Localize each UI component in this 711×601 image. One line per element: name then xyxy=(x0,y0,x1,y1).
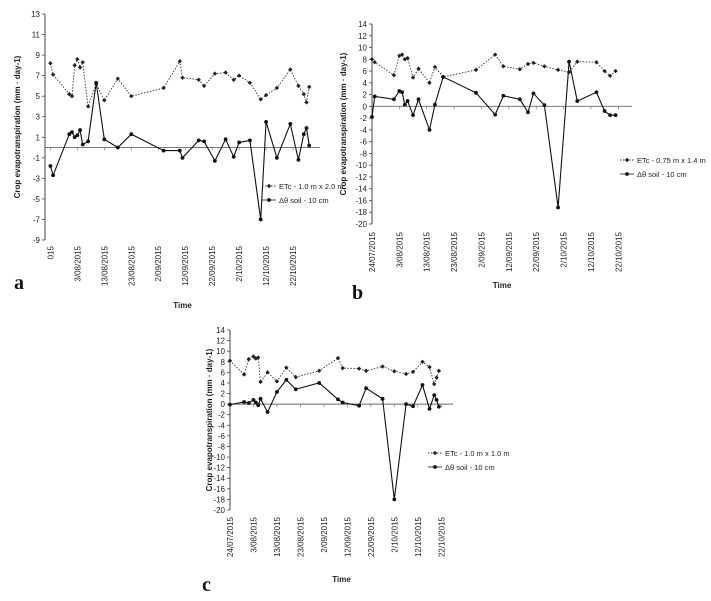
y-tick-label-b: 14 xyxy=(358,20,367,29)
y-tick-label-a: -9 xyxy=(32,236,40,245)
y-tick-label-b: 0 xyxy=(362,102,367,112)
y-axis-label-b: Crop evapotranspiration (mm · day-1) xyxy=(339,52,348,196)
series-line-c-0 xyxy=(230,357,439,385)
legend-label-c-0: ETc - 1.0 m x 1.0 m xyxy=(445,449,510,458)
data-point-b-1 xyxy=(575,99,579,103)
x-tick-label-a: 22/09/2015 xyxy=(208,246,218,287)
data-point-c-0 xyxy=(258,380,262,384)
data-point-b-0 xyxy=(526,62,530,66)
data-point-c-1 xyxy=(275,390,279,394)
y-tick-label-c: -16 xyxy=(213,484,225,494)
data-point-a-0 xyxy=(302,92,306,96)
y-tick-label-c: -10 xyxy=(213,453,225,463)
data-point-a-1 xyxy=(307,144,311,148)
x-tick-label-c: 12/10/2015 xyxy=(413,517,423,558)
legend-label-b-1: Δθ soil - 10 cm xyxy=(637,170,687,179)
data-point-c-1 xyxy=(357,404,361,408)
data-point-a-1 xyxy=(197,138,201,142)
chart-panel-c xyxy=(205,326,510,584)
data-point-b-1 xyxy=(532,92,536,96)
data-point-a-1 xyxy=(275,156,279,160)
data-point-b-1 xyxy=(493,113,497,117)
data-point-a-1 xyxy=(297,158,301,162)
data-point-a-1 xyxy=(288,122,292,126)
x-tick-label-b: 12/10/2015 xyxy=(586,232,596,273)
data-point-c-1 xyxy=(317,381,321,385)
x-tick-label-a: 12/10/2015 xyxy=(262,246,272,287)
y-tick-label-a: 11 xyxy=(31,30,40,40)
data-point-a-0 xyxy=(51,72,55,76)
x-tick-label-c: 2/09/2015 xyxy=(319,517,329,553)
y-tick-label-c: -14 xyxy=(213,474,225,484)
x-tick-label-b: 2/10/2015 xyxy=(559,232,569,268)
legend-label-a-0: ETc - 1.0 m x 2.0 m xyxy=(279,182,344,191)
data-point-a-0 xyxy=(178,59,182,63)
data-point-b-1 xyxy=(441,75,445,79)
data-point-a-1 xyxy=(78,128,82,132)
data-point-a-0 xyxy=(180,75,184,79)
data-point-a-1 xyxy=(213,159,217,163)
y-tick-label-b: -12 xyxy=(355,172,367,182)
data-point-a-0 xyxy=(48,61,52,65)
y-tick-label-c: -6 xyxy=(217,431,225,441)
data-point-a-1 xyxy=(224,137,228,141)
panel-label-c: c xyxy=(202,574,211,596)
y-tick-label-a: 3 xyxy=(35,112,40,122)
x-tick-label-a: 13/08/2015 xyxy=(100,246,110,287)
y-tick-label-a: 5 xyxy=(35,92,40,102)
data-point-c-1 xyxy=(242,400,246,404)
y-tick-label-b: -8 xyxy=(359,149,367,159)
data-point-a-1 xyxy=(102,137,106,141)
data-point-b-0 xyxy=(556,68,560,72)
data-point-c-1 xyxy=(284,378,288,382)
data-point-a-0 xyxy=(116,77,120,81)
y-tick-label-c: 14 xyxy=(216,326,225,335)
x-tick-label-c: 23/08/2015 xyxy=(296,517,306,558)
y-tick-label-b: 8 xyxy=(362,55,367,65)
y-tick-label-c: 0 xyxy=(220,400,225,410)
legend-marker-c-1 xyxy=(433,465,437,469)
data-point-c-1 xyxy=(341,401,345,405)
data-point-b-1 xyxy=(428,128,432,132)
y-tick-label-c: 12 xyxy=(216,336,225,346)
data-point-c-1 xyxy=(336,397,340,401)
x-tick-label-b: 22/10/2015 xyxy=(614,232,624,273)
data-point-c-0 xyxy=(340,366,344,370)
data-point-c-1 xyxy=(259,397,263,401)
x-tick-label-a: 22/10/2015 xyxy=(289,246,299,287)
series-line-b-1 xyxy=(372,62,616,208)
x-axis-label-b: Time xyxy=(492,281,512,290)
x-tick-label-b: 12/09/2015 xyxy=(504,232,514,273)
data-point-b-0 xyxy=(542,64,546,68)
chart-panel-a xyxy=(13,10,344,310)
data-point-a-1 xyxy=(202,139,206,143)
x-tick-label-a: 2/09/2015 xyxy=(154,246,164,282)
data-point-b-1 xyxy=(556,206,560,210)
x-tick-label-c: 22/09/2015 xyxy=(366,517,376,558)
y-tick-label-b: -14 xyxy=(355,184,367,194)
x-axis-label-c: Time xyxy=(332,575,351,584)
data-point-b-1 xyxy=(392,97,396,101)
y-tick-label-b: -18 xyxy=(355,208,367,218)
data-point-a-1 xyxy=(48,164,52,168)
y-tick-label-a: 7 xyxy=(35,71,40,81)
y-tick-label-c: 8 xyxy=(220,357,225,367)
data-point-b-1 xyxy=(417,97,421,101)
y-tick-label-a: -1 xyxy=(32,153,40,163)
data-point-a-0 xyxy=(307,85,311,89)
x-tick-label-a: 23/08/2015 xyxy=(127,246,137,287)
data-point-a-0 xyxy=(304,100,308,104)
x-tick-label-c: 2/10/2015 xyxy=(390,517,400,553)
x-tick-label-b: 24/07/2015 xyxy=(368,232,377,273)
data-point-c-0 xyxy=(392,369,396,373)
data-point-c-1 xyxy=(266,410,270,414)
data-point-c-1 xyxy=(381,397,385,401)
data-point-a-0 xyxy=(196,78,200,82)
x-tick-label-a: 015 xyxy=(46,246,56,260)
legend-marker-a-0 xyxy=(267,184,271,188)
data-point-b-1 xyxy=(543,103,547,107)
data-point-b-0 xyxy=(411,75,415,79)
data-point-a-0 xyxy=(275,86,279,90)
panel-label-b: b xyxy=(352,282,364,304)
legend-marker-b-1 xyxy=(625,172,629,176)
legend-c xyxy=(428,449,510,472)
data-point-a-1 xyxy=(129,132,133,136)
data-point-a-0 xyxy=(296,84,300,88)
data-point-a-0 xyxy=(223,70,227,74)
y-tick-label-c: 6 xyxy=(220,368,225,378)
y-tick-label-c: -18 xyxy=(213,495,225,505)
data-point-a-1 xyxy=(94,81,98,85)
data-point-b-1 xyxy=(595,90,599,94)
y-tick-label-c: 4 xyxy=(220,378,225,388)
y-tick-label-b: -6 xyxy=(359,137,367,147)
y-tick-label-b: 12 xyxy=(358,31,367,41)
x-axis-label-a: Time xyxy=(173,301,192,310)
data-point-b-1 xyxy=(370,115,374,119)
x-tick-label-c: 13/08/2015 xyxy=(272,517,282,558)
data-point-b-0 xyxy=(518,67,522,71)
y-tick-label-a: 1 xyxy=(35,133,40,143)
data-point-b-1 xyxy=(403,103,407,107)
data-point-a-1 xyxy=(237,141,241,145)
data-point-b-1 xyxy=(411,113,415,117)
data-point-c-1 xyxy=(421,383,425,387)
x-tick-label-c: 12/09/2015 xyxy=(343,517,353,558)
y-tick-label-a: -7 xyxy=(32,215,40,225)
data-point-a-1 xyxy=(248,138,252,142)
data-point-c-1 xyxy=(432,393,436,397)
x-tick-label-a: 2/10/2015 xyxy=(235,246,245,282)
y-tick-label-b: -20 xyxy=(355,220,367,229)
x-tick-label-c: 22/10/2015 xyxy=(437,517,447,558)
y-tick-label-b: 2 xyxy=(362,90,367,100)
data-point-c-0 xyxy=(432,382,436,386)
data-point-a-0 xyxy=(129,94,133,98)
y-tick-label-b: -4 xyxy=(359,125,367,135)
data-point-b-1 xyxy=(518,97,522,101)
legend-marker-b-0 xyxy=(625,158,629,162)
data-point-b-0 xyxy=(427,81,431,85)
data-point-c-1 xyxy=(435,398,439,402)
y-tick-label-c: 2 xyxy=(220,389,225,399)
data-point-b-1 xyxy=(608,113,612,117)
y-tick-label-a: -3 xyxy=(32,174,40,184)
data-point-c-1 xyxy=(294,387,298,391)
data-point-c-1 xyxy=(247,401,251,405)
legend-label-b-0: ETc - 0.75 m x 1.4 m xyxy=(637,156,706,165)
legend-label-a-1: Δθ soil - 10 cm xyxy=(279,196,329,205)
y-tick-label-a: -5 xyxy=(32,194,40,204)
y-tick-label-c: -2 xyxy=(217,410,225,420)
data-point-b-1 xyxy=(567,60,571,64)
data-point-c-1 xyxy=(392,498,396,502)
data-point-a-1 xyxy=(75,133,79,137)
data-point-c-0 xyxy=(228,359,232,363)
data-point-c-1 xyxy=(411,404,415,408)
data-point-b-0 xyxy=(531,61,535,65)
y-tick-label-b: 6 xyxy=(362,67,367,77)
data-point-a-0 xyxy=(81,60,85,64)
data-point-a-0 xyxy=(75,57,79,61)
data-point-a-1 xyxy=(51,173,55,177)
y-tick-label-b: -2 xyxy=(359,114,367,124)
legend-a xyxy=(262,182,344,205)
data-point-b-1 xyxy=(400,90,404,94)
data-point-c-0 xyxy=(437,369,441,373)
x-tick-label-a: 3/08/2015 xyxy=(73,246,83,282)
data-point-a-1 xyxy=(116,146,120,150)
data-point-c-0 xyxy=(427,365,431,369)
data-point-b-0 xyxy=(474,68,478,72)
legend-marker-c-0 xyxy=(433,451,437,455)
y-tick-label-c: 10 xyxy=(216,347,225,357)
x-tick-label-c: 3/08/2015 xyxy=(249,517,259,553)
x-tick-label-b: 23/08/2015 xyxy=(450,232,460,273)
data-point-a-0 xyxy=(86,104,90,108)
y-tick-label-c: -8 xyxy=(217,442,225,452)
x-tick-label-c: 24/07/2015 xyxy=(226,517,235,558)
data-point-a-1 xyxy=(81,143,85,147)
y-tick-label-b: 4 xyxy=(362,78,367,88)
data-point-c-0 xyxy=(404,372,408,376)
data-point-a-1 xyxy=(232,155,236,159)
data-point-c-1 xyxy=(404,402,408,406)
y-tick-label-b: -10 xyxy=(355,161,367,171)
data-point-c-0 xyxy=(434,375,438,379)
data-point-a-1 xyxy=(305,126,309,130)
data-point-c-0 xyxy=(247,357,251,361)
data-point-a-1 xyxy=(162,149,166,153)
data-point-a-1 xyxy=(178,149,182,153)
y-tick-label-c: -4 xyxy=(217,421,225,431)
data-point-a-0 xyxy=(102,98,106,102)
data-point-b-1 xyxy=(406,99,410,103)
data-point-c-0 xyxy=(357,366,361,370)
panel-label-a: a xyxy=(14,272,24,294)
y-tick-label-b: -16 xyxy=(355,196,367,206)
data-point-c-1 xyxy=(428,407,432,411)
x-tick-label-b: 13/08/2015 xyxy=(422,232,432,273)
data-point-c-0 xyxy=(380,364,384,368)
x-tick-label-b: 22/09/2015 xyxy=(532,232,542,273)
data-point-b-1 xyxy=(474,91,478,95)
data-point-b-1 xyxy=(501,94,505,98)
data-point-b-1 xyxy=(373,94,377,98)
data-point-a-0 xyxy=(72,63,76,67)
data-point-c-1 xyxy=(437,405,441,409)
legend-label-c-1: Δθ soil - 10 cm xyxy=(445,463,495,472)
data-point-b-0 xyxy=(370,57,374,61)
data-point-c-0 xyxy=(242,372,246,376)
data-point-c-1 xyxy=(364,386,368,390)
data-point-c-0 xyxy=(364,369,368,373)
legend-b xyxy=(620,156,706,179)
y-tick-label-a: 13 xyxy=(31,10,40,19)
x-tick-label-b: 2/09/2015 xyxy=(477,232,487,268)
y-tick-label-b: 10 xyxy=(358,43,367,53)
y-tick-label-a: 9 xyxy=(35,51,40,61)
data-point-a-1 xyxy=(264,120,268,124)
data-point-b-1 xyxy=(603,109,607,113)
data-point-a-0 xyxy=(161,86,165,90)
data-point-c-0 xyxy=(317,369,321,373)
data-point-a-1 xyxy=(181,156,185,160)
y-axis-label-c: Crop evapotranspiration (mm · day-1) xyxy=(205,348,214,492)
data-point-b-1 xyxy=(433,103,437,107)
data-point-a-1 xyxy=(302,132,306,136)
chart-panel-b xyxy=(339,20,706,290)
series-line-a-0 xyxy=(50,59,309,106)
y-tick-label-c: -12 xyxy=(213,463,225,473)
legend-marker-a-1 xyxy=(267,198,271,202)
data-point-c-1 xyxy=(228,403,232,407)
data-point-b-1 xyxy=(526,110,530,114)
data-point-a-1 xyxy=(86,139,90,143)
data-point-c-1 xyxy=(256,403,260,407)
data-point-a-1 xyxy=(70,130,74,134)
data-point-a-0 xyxy=(78,65,82,69)
x-tick-label-b: 3/08/2015 xyxy=(395,232,405,268)
data-point-b-0 xyxy=(613,69,617,73)
data-point-a-1 xyxy=(259,218,263,222)
x-tick-label-a: 12/09/2015 xyxy=(181,246,191,287)
y-axis-label-a: Crop evapotranspiration (mm · day-1) xyxy=(13,55,22,199)
data-point-b-1 xyxy=(614,113,618,117)
data-point-a-0 xyxy=(213,71,217,75)
y-tick-label-c: -20 xyxy=(213,506,225,515)
